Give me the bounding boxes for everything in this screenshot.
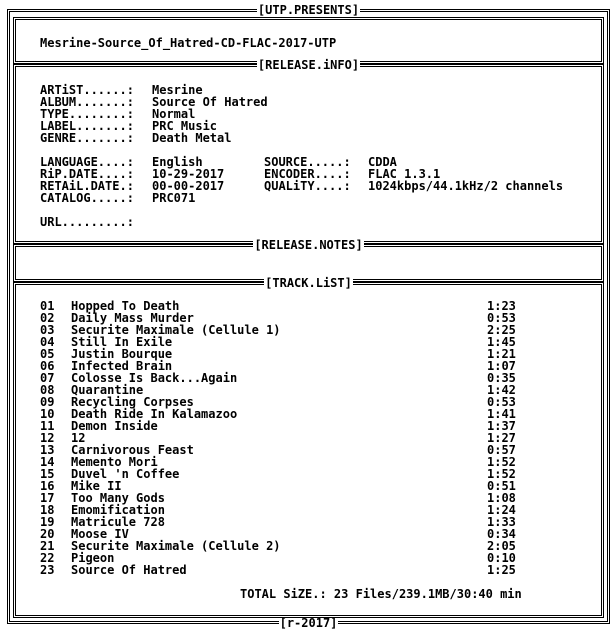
track-title: Pigeon [71,551,115,565]
release-name: Mesrine-Source_Of_Hatred-CD-FLAC-2017-UTP [40,36,337,50]
footer-header: [r-2017] [279,616,338,630]
track-title: Hopped To Death [71,299,180,313]
quality-key: QUALiTY....: [264,179,351,193]
track-duration: 0:10 [487,551,516,565]
ripdate-value: 10-29-2017 [152,167,225,181]
track-number: 11 [40,419,55,433]
type-key: TYPE........: [40,107,134,121]
source-value: CDDA [368,155,397,169]
track-title: Demon Inside [71,419,158,433]
url-key: URL.........: [40,215,134,229]
track-duration: 1:33 [487,515,516,529]
track-title: Securite Maximale (Cellule 1) [71,323,281,337]
ripdate-key: RiP.DATE....: [40,167,134,181]
track-duration: 1:42 [487,383,516,397]
track-title: Colosse Is Back...Again [71,371,238,385]
track-number: 19 [40,515,55,529]
track-title: Infected Brain [71,359,173,373]
track-duration: 2:05 [487,539,516,553]
genre-row [40,132,231,144]
track-title: Emomification [71,503,165,517]
track-title: Quarantine [71,383,144,397]
track-title: Daily Mass Murder [71,311,194,325]
track-title: Death Ride In Kalamazoo [71,407,238,421]
track-number: 18 [40,503,55,517]
track-title: Too Many Gods [71,491,165,505]
track-title: Mike II [71,479,122,493]
track-title: 12 [71,431,86,445]
track-title: Matricule 728 [71,515,165,529]
url-row [40,216,152,228]
type-value: Normal [152,107,196,121]
release-notes-header: [RELEASE.NOTES] [254,238,363,252]
track-duration: 0:53 [487,311,516,325]
track-duration: 0:53 [487,395,516,409]
track-number: 16 [40,479,55,493]
catalog-row [40,192,195,204]
track-number: 20 [40,527,55,541]
track-number: 05 [40,347,55,361]
label-key: LABEL.......: [40,119,134,133]
track-title: Source Of Hatred [71,563,187,577]
album-value: Source Of Hatred [152,95,268,109]
encoder-value: FLAC 1.3.1 [368,167,441,181]
retaildate-key: RETAiL.DATE.: [40,179,134,193]
track-number: 04 [40,335,55,349]
encoder-key: ENCODER....: [264,167,351,181]
track-duration: 1:21 [487,347,516,361]
track-duration: 1:24 [487,503,516,517]
track-duration: 1:25 [487,563,516,577]
track-duration: 0:51 [487,479,516,493]
track-number: 07 [40,371,55,385]
track-duration: 1:08 [487,491,516,505]
source-key: SOURCE.....: [264,155,351,169]
track-number: 01 [40,299,55,313]
track-duration: 1:52 [487,455,516,469]
track-duration: 0:34 [487,527,516,541]
genre-key: GENRE.......: [40,131,134,145]
presents-header: [UTP.PRESENTS] [257,3,360,17]
genre-value: Death Metal [152,131,232,145]
quality-value: 1024kbps/44.1kHz/2 channels [368,179,564,193]
artist-key: ARTiST......: [40,83,134,97]
language-key: LANGUAGE....: [40,155,134,169]
track-title: Moose IV [71,527,129,541]
release-info-header: [RELEASE.iNFO] [257,58,360,72]
track-title: Securite Maximale (Cellule 2) [71,539,281,553]
track-number: 06 [40,359,55,373]
track-duration: 1:23 [487,299,516,313]
retaildate-value: 00-00-2017 [152,179,225,193]
track-duration: 1:37 [487,419,516,433]
label-value: PRC Music [152,119,218,133]
track-number: 08 [40,383,55,397]
track-duration: 1:52 [487,467,516,481]
track-title: Still In Exile [71,335,173,349]
track-title: Duvel 'n Coffee [71,467,180,481]
artist-value: Mesrine [152,83,203,97]
track-title: Justin Bourque [71,347,173,361]
track-number: 12 [40,431,55,445]
track-number: 17 [40,491,55,505]
track-number: 15 [40,467,55,481]
track-list-header: [TRACK.LiST] [265,276,352,290]
language-value: English [152,155,203,169]
track-duration: 1:27 [487,431,516,445]
catalog-value: PRC071 [152,191,196,205]
track-number: 02 [40,311,55,325]
track-number: 22 [40,551,55,565]
track-number: 14 [40,455,55,469]
track-duration: 2:25 [487,323,516,337]
track-number: 13 [40,443,55,457]
track-title: Recycling Corpses [71,395,194,409]
track-duration: 0:57 [487,443,516,457]
track-number: 21 [40,539,55,553]
track-number: 23 [40,563,55,577]
catalog-key: CATALOG.....: [40,191,134,205]
track-duration: 1:41 [487,407,516,421]
track-title: Carnivorous Feast [71,443,194,457]
quality-row [264,180,563,192]
track-duration: 0:35 [487,371,516,385]
track-number: 10 [40,407,55,421]
album-key: ALBUM.......: [40,95,134,109]
track-duration: 1:07 [487,359,516,373]
track-number: 03 [40,323,55,337]
total-size: TOTAL SiZE.: 23 Files/239.1MB/30:40 min [240,587,522,601]
track-number: 09 [40,395,55,409]
track-title: Memento Mori [71,455,158,469]
track-duration: 1:45 [487,335,516,349]
